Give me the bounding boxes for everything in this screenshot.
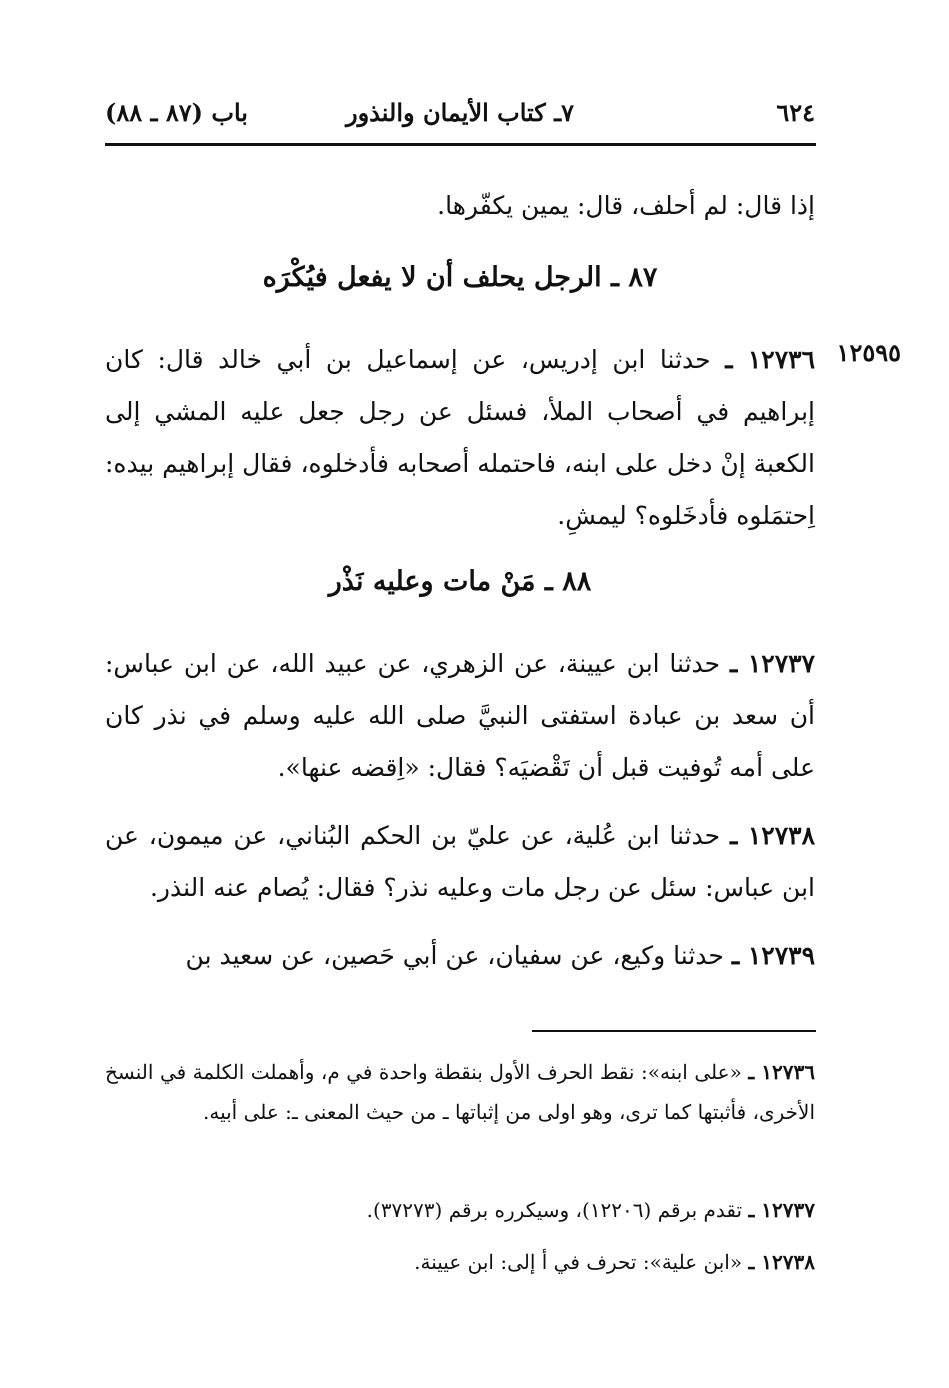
hadith-text: حدثنا ابن عُلية، عن عليّ بن الحكم البُناني، عن ميمون، عن ابن عباس: سئل عن رجل مات وعليه نذر؟ فقال: يُصام عنه النذر.	[105, 821, 815, 902]
footnote-text: «على ابنه»: نقط الحرف الأول بنقطة واحدة في م، وأهملت الكلمة في النسخ الأخرى، فأثبتها كما ترى، وهو اولى من إثباتها ـ من حيث المعنى ـ: على أبيه.	[105, 1060, 815, 1124]
hadith-12739	[105, 930, 815, 982]
footnote-12737	[105, 1190, 815, 1230]
running-header	[105, 98, 815, 138]
footnote-12736	[105, 1052, 815, 1132]
section-heading-88: ٨٨ ـ مَنْ مات وعليه نَذْر	[328, 566, 592, 597]
chapter-range: باب (٨٧ ـ ٨٨)	[105, 98, 248, 127]
hadith-12737	[105, 638, 815, 794]
hadith-text: حدثنا وكيع، عن سفيان، عن أبي حَصين، عن سعيد بن	[185, 941, 724, 970]
footnote-text: تقدم برقم (١٢٢٠٦)، وسيكرره برقم (٣٧٢٧٣).	[366, 1198, 743, 1222]
footnote-number: ١٢٧٣٨ ـ	[748, 1250, 815, 1274]
book-title: ٧ـ كتاب الأيمان والنذور	[346, 98, 574, 127]
section-heading-87: ٨٧ ـ الرجل يحلف أن لا يفعل فيُكْرَه	[262, 262, 658, 293]
hadith-number: ١٢٧٣٩ ـ	[731, 941, 815, 970]
footnote-rule	[532, 1030, 816, 1032]
footnote-number: ١٢٧٣٦ ـ	[748, 1060, 816, 1084]
hadith-12738	[105, 810, 815, 914]
hadith-number: ١٢٧٣٨ ـ	[729, 821, 815, 850]
margin-number: ١٢٥٩٥	[836, 338, 901, 367]
footnote-12738	[105, 1242, 815, 1282]
footnote-number: ١٢٧٣٧ ـ	[748, 1198, 815, 1222]
hadith-number: ١٢٧٣٧ ـ	[729, 649, 816, 678]
continuation-text: إذا قال: لم أحلف، قال: يمين يكفّرها.	[437, 191, 815, 220]
hadith-number: ١٢٧٣٦ ـ	[725, 345, 816, 374]
footnote-text: «ابن علية»: تحرف في أ إلى: ابن عيينة.	[414, 1250, 743, 1274]
header-rule	[105, 143, 816, 146]
page-number: ٦٢٤	[776, 98, 815, 127]
hadith-text: حدثنا ابن عيينة، عن الزهري، عن عبيد الله، عن ابن عباس: أن سعد بن عبادة استفتى النبيَّ صلى الله عليه وسلم في نذر كان على أمه تُوفيت قبل أن تَقْضيَه؟ فقال: «اِقضه عنها».	[105, 649, 815, 782]
hadith-text: حدثنا ابن إدريس، عن إسماعيل بن أبي خالد قال: كان إبراهيم في أصحاب الملأ، فسئل عن رجل جعل عليه المشي إلى الكعبة إنْ دخل على ابنه، فاحتمله أصحابه فأدخلوه، فقال إبراهيم بيده: اِحتمَلوه فأدخَلوه؟ ليمشِ.	[105, 345, 815, 530]
hadith-12736	[105, 334, 815, 542]
